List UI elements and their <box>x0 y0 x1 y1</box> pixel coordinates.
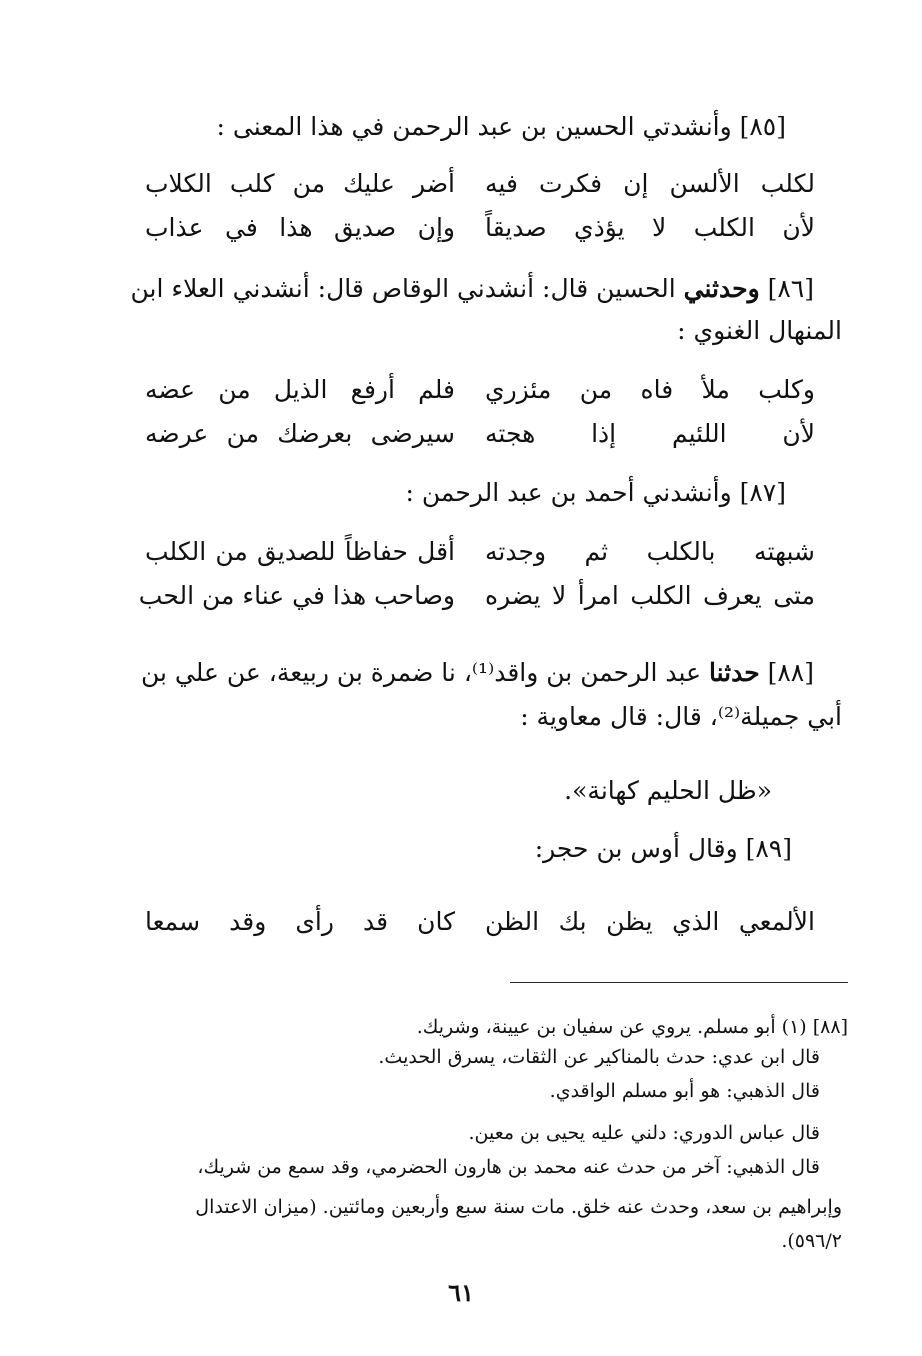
footnote-line: [٨٨] (١) أبو مسلم. يروي عن سفيان بن عيينة، وشريك. <box>416 1016 848 1038</box>
verse-87-1 <box>145 532 815 572</box>
hemistich-right: لكلب الألسن إن فكرت فيه <box>485 169 815 198</box>
paragraph-85: [٨٥] وأنشدتي الحسين بن عبد الرحمن في هذا المعنى : <box>216 112 786 141</box>
hemistich-right: متى يعرف الكلب امرأ لا يضره <box>485 581 815 610</box>
footnote-separator <box>510 982 848 983</box>
verse-87-2 <box>138 576 815 616</box>
quote-88: «ظل الحليم كهانة». <box>564 776 772 805</box>
hemistich-right: وكلب ملأ فاه من مئزري <box>485 375 815 404</box>
footnote-line: قال عباس الدوري: دلني عليه يحيى بن معين. <box>468 1122 820 1144</box>
page-number: ٦١ <box>448 1278 474 1307</box>
hemistich-right: شبهته بالكلب ثم وجدته <box>485 537 815 566</box>
hemistich-right: لأن اللئيم إذا هجته <box>485 419 815 448</box>
footnote-line: ٥٩٦/٢). <box>781 1230 842 1252</box>
hemistich-left: وإن صديق هذا في عذاب <box>145 213 455 242</box>
hemistich-right: لأن الكلب لا يؤذي صديقاً <box>485 213 815 242</box>
footnote-line: قال الذهبي: آخر من حدث عنه محمد بن هارون الحضرمي، وقد سمع من شريك، <box>197 1156 820 1178</box>
paragraph-89: [٨٩] وقال أوس بن حجر: <box>534 834 792 863</box>
narration-lead: وحدثني <box>683 274 760 303</box>
hemistich-left: أضر عليك من كلب الكلاب <box>145 169 455 198</box>
paragraph-86-line1 <box>130 272 814 306</box>
footnote-line: وإبراهيم بن سعد، وحدث عنه خلق. مات سنة سبع وأربعين ومائتين. (ميزان الاعتدال <box>195 1196 842 1218</box>
verse-86-1 <box>145 370 815 410</box>
hemistich-left: أقل حفاظاً للصديق من الكلب <box>145 537 455 566</box>
footnote-line: قال ابن عدي: حدث بالمناكير عن الثقات، يسرق الحديث. <box>378 1046 820 1068</box>
paragraph-87: [٨٧] وأنشدني أحمد بن عبد الرحمن : <box>405 478 786 507</box>
paragraph-number: [٨٦] <box>759 274 814 303</box>
hemistich-left: كان قد رأى وقد سمعا <box>145 907 455 936</box>
paragraph-88-line1 <box>141 656 814 690</box>
verse-85-2 <box>145 208 815 248</box>
verse-86-2 <box>145 414 815 454</box>
paragraph-text: عبد الرحمن بن واقد⁽¹⁾، نا ضمرة بن ربيعة، عن علي بن <box>140 658 709 687</box>
verse-89-1 <box>145 902 815 942</box>
verse-85-1 <box>145 164 815 204</box>
footnote-line: قال الذهبي: هو أبو مسلم الواقدي. <box>549 1080 820 1102</box>
paragraph-86-line2: المنهال الغنوي : <box>677 316 842 345</box>
hemistich-left: سيرضى بعرضك من عرضه <box>145 419 455 448</box>
hemistich-left: وصاحب هذا في عناء من الحب <box>138 581 455 610</box>
narration-lead: حدثنا <box>708 658 760 687</box>
paragraph-number: [٨٨] <box>759 658 814 687</box>
hemistich-right: الألمعي الذي يظن بك الظن <box>485 907 815 936</box>
hemistich-left: فلم أرفع الذيل من عضه <box>145 375 455 404</box>
paragraph-text: الحسين قال: أنشدني الوقاص قال: أنشدني العلاء ابن <box>130 274 684 303</box>
paragraph-88-line2: أبي جميلة⁽²⁾، قال: قال معاوية : <box>520 702 842 731</box>
